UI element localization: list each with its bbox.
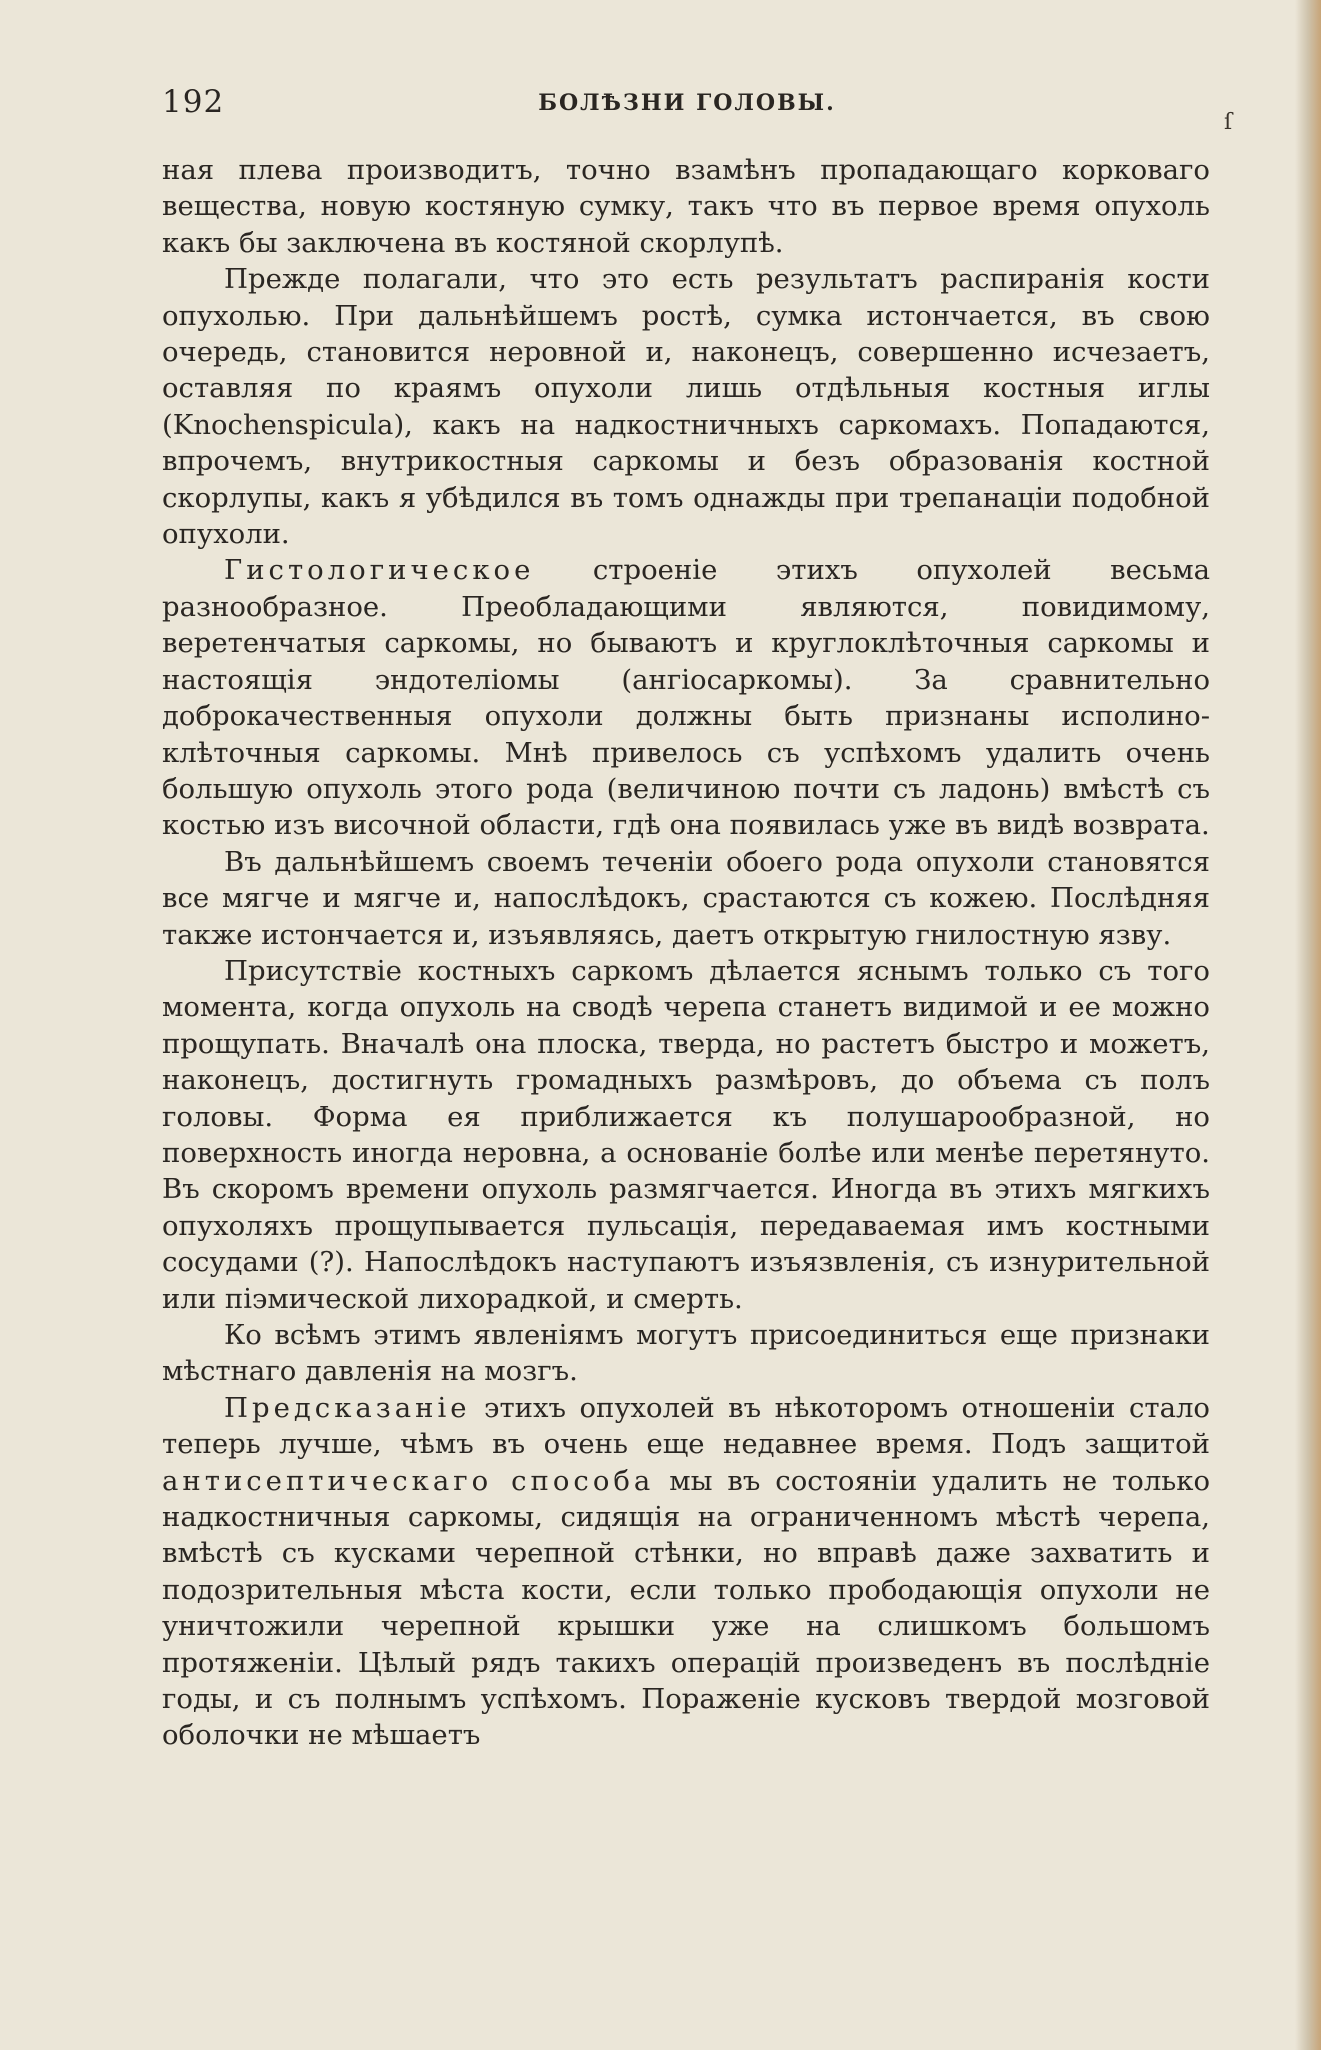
paragraph-1 bbox=[162, 152, 1210, 261]
page-edge-shadow bbox=[1295, 0, 1321, 2050]
paragraph-3 bbox=[162, 552, 1210, 843]
paragraph-6 bbox=[162, 1317, 1210, 1390]
body-text bbox=[162, 152, 1210, 1754]
paragraph-2 bbox=[162, 261, 1210, 552]
spaced-term-histology: Гистологическое bbox=[224, 554, 535, 587]
paragraph-text: строеніе этихъ опухолей весьма разнообразное. Преобладающими являются, повидимому, веретенчатыя саркомы, но бываютъ и круглоклѣточныя саркомы и настоящія эндотеліомы (ангіосаркомы). За сравнительно доброкачественныя опухоли должны быть признаны исполино-клѣточныя саркомы. Мнѣ привелось съ успѣхомъ удалить очень большую опухоль этого рода (величиною почти съ ладонь) вмѣстѣ съ костью изъ височной области, гдѣ она появилась уже въ видѣ возврата. bbox=[162, 554, 1210, 842]
margin-mark: ſ bbox=[1224, 110, 1233, 135]
spaced-term-prognosis: Предсказаніе bbox=[224, 1391, 471, 1424]
paragraph-text: Ко всѣмъ этимъ явленіямъ могутъ присоединиться еще признаки мѣстнаго давленія на мозгъ. bbox=[162, 1319, 1210, 1388]
running-head bbox=[162, 84, 1212, 124]
page-number: 192 bbox=[162, 84, 225, 120]
paragraph-text: Въ дальнѣйшемъ своемъ теченіи обоего рода опухоли становятся все мягче и мягче и, напослѣдокъ, срастаются съ кожею. Послѣдняя также истончается и, изъявляясь, даетъ открытую гнилостную язву. bbox=[162, 845, 1210, 951]
paragraph-5 bbox=[162, 953, 1210, 1317]
paragraph-text: Присутствіе костныхъ саркомъ дѣлается яснымъ только съ того момента, когда опухоль на сводѣ черепа станетъ видимой и ее можно прощупать. Вначалѣ она плоска, тверда, но растетъ быстро и можетъ, наконецъ, достигнуть громадныхъ размѣровъ, до объема съ полъ головы. Форма ея приближается къ полушарообразной, но поверхность иногда неровна, а основаніе болѣе или менѣе перетянуто. Въ скоромъ времени опухоль размягчается. Иногда въ этихъ мягкихъ опухоляхъ прощупывается пульсація, передаваемая имъ костными сосудами (?). Напослѣдокъ наступаютъ изъязвленія, съ изнурительной или піэмической лихорадкой, и смерть. bbox=[162, 954, 1210, 1315]
paragraph-text: ная плева производитъ, точно взамѣнъ пропадающаго корковаго вещества, новую костяную сумку, такъ что въ первое время опухоль какъ бы заключена въ костяной скорлупѣ. bbox=[162, 154, 1210, 259]
paragraph-7 bbox=[162, 1390, 1210, 1754]
running-title: БОЛѢЗНИ ГОЛОВЫ. bbox=[538, 90, 836, 116]
paragraph-text: Прежде полагали, что это есть результатъ распиранія кости опухолью. При дальнѣйшемъ ростѣ, сумка истончается, въ свою очередь, становится неровной и, наконецъ, совершенно исчезаетъ, оставляя по краямъ опухоли лишь отдѣльныя костныя иглы (Knochenspicula), какъ на надкостничныхъ саркомахъ. Попадаются, впрочемъ, внутрикостныя саркомы и безъ образованія костной скорлупы, какъ я убѣдился въ томъ однажды при трепанаціи подобной опухоли. bbox=[162, 263, 1210, 551]
paragraph-text: этихъ опухолей въ нѣкоторомъ отношеніи стало теперь лучше, чѣмъ въ очень еще недавнее время. Подъ защитой bbox=[162, 1391, 1210, 1461]
spaced-term-antiseptic: антисептическаго способа bbox=[162, 1464, 655, 1497]
paragraph-4 bbox=[162, 844, 1210, 953]
paragraph-text: мы въ состояніи удалить не только надкостничныя саркомы, сидящія на ограниченномъ мѣстѣ черепа, вмѣстѣ съ кусками черепной стѣнки, но вправѣ даже захватить и подозрительныя мѣста кости, если только прободающія опухоли не уничтожили черепной крышки уже на слишкомъ большомъ протяженіи. Цѣлый рядъ такихъ операцій произведенъ въ послѣдніе годы, и съ полнымъ успѣхомъ. Пораженіе кусковъ твердой мозговой оболочки не мѣшаетъ bbox=[162, 1464, 1211, 1752]
